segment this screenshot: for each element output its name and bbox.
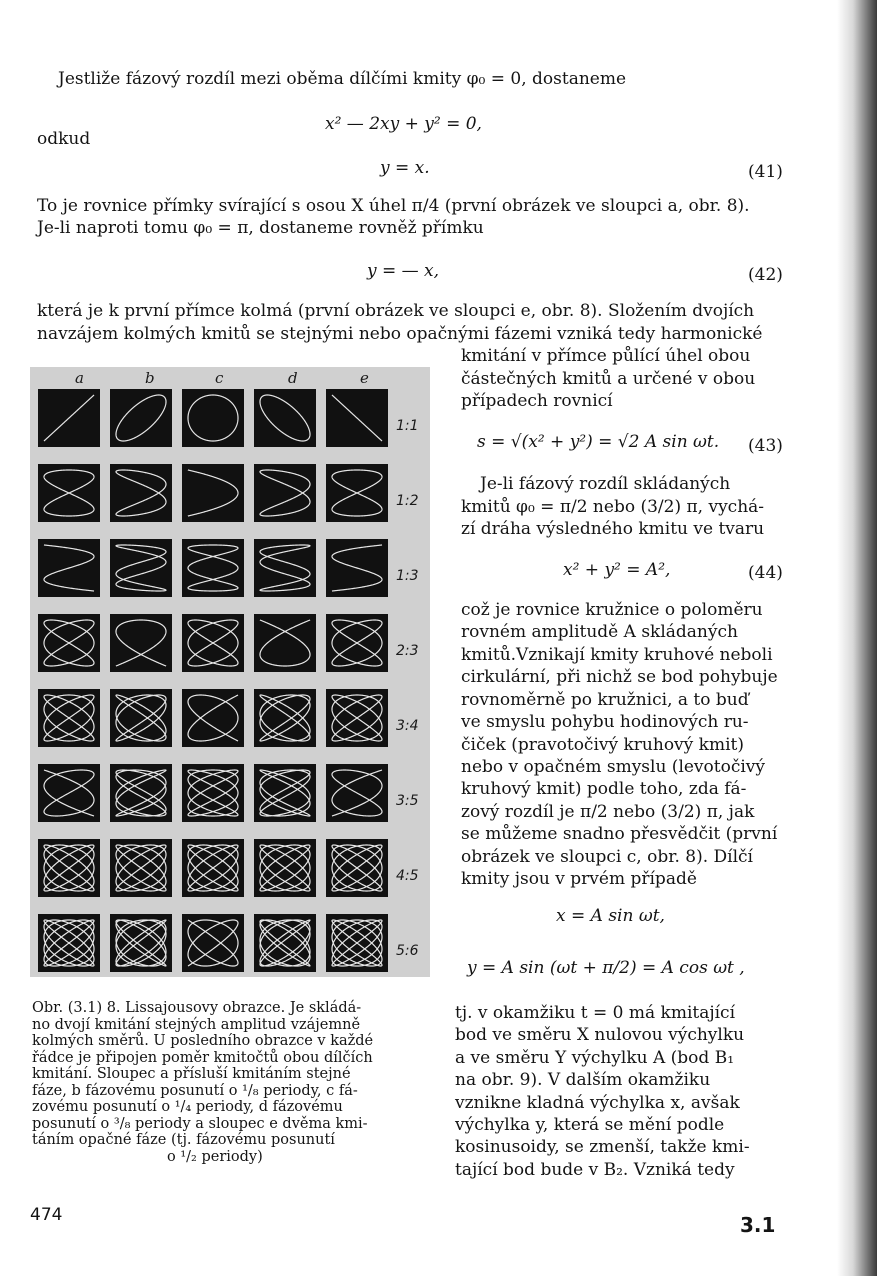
paragraph-2-line-1: která je k první přímce kolmá (první obrázek ve sloupci e, obr. 8). Složením dvojích [37,301,755,321]
right-text-line: zí dráha výsledného kmitu ve tvaru [461,519,765,539]
caption-line: fáze, b fázovému posunutí o ¹/₈ periody, c fá- [32,1082,358,1099]
ratio-label: 1:2 [396,493,419,509]
ratio-label: 1:3 [396,568,419,584]
right-text-line: ve smyslu pohybu hodinových ru- [461,712,749,732]
ratio-label: 1:1 [396,418,419,434]
lissajous-tile [182,689,244,747]
caption-line: kmitání. Sloupec a přísluší kmitáním stejné [32,1066,351,1082]
right-text-line: se můžeme snadno přesvědčit (první [461,824,778,844]
right-text-line: tj. v okamžiku t = 0 má kmitající [455,1003,736,1023]
right-text-line: bod ve směru X nulovou výchylku [455,1025,745,1045]
right-text-line: cirkulární, při nichž se bod pohybuje [461,667,778,687]
ratio-label: 5:6 [396,943,419,959]
right-text-line: kmity jsou v prvém případě [461,869,697,889]
lissajous-tile [254,464,316,522]
right-text-line: kruhový kmit) podle toho, zda fá- [461,779,747,799]
lissajous-tile [182,389,244,447]
right-text-line: případech rovnicí [461,391,613,411]
equation-43-number: (43) [748,436,783,456]
right-text-line: kmitání v přímce půlící úhel obou [461,346,751,366]
caption-line: kolmých směrů. U posledního obrazce v každé [32,1033,374,1049]
ratio-label: 4:5 [396,868,419,884]
right-text-line: zový rozdíl je π/2 nebo (3/2) π, jak [461,802,755,822]
lissajous-tile [254,689,316,747]
lissajous-tile [110,614,172,672]
paragraph-2-line-2: navzájem kolmých kmitů se stejnými nebo opačnými fázemi vzniká tedy harmonické [37,324,763,344]
page-number: 474 [30,1205,63,1225]
right-text-line: obrázek ve sloupci c, obr. 8). Dílčí [461,847,753,867]
caption-line: no dvojí kmitání stejných amplitud vzájemně [32,1016,361,1033]
caption-line: Obr. (3.1) 8. Lissajousovy obrazce. Je skládá- [32,1000,362,1016]
section-number: 3.1 [740,1213,776,1237]
right-text-line: rovnoměrně po kružnici, a to buď [461,690,749,710]
ratio-label: 3:5 [396,793,419,809]
scan-edge-shadow [837,0,877,1276]
equation-44-number: (44) [748,563,783,583]
right-text-line: vznikne kladná výchylka x, avšak [455,1093,740,1113]
equation-42-number: (42) [748,265,783,285]
right-text-line: výchylka y, která se mění podle [455,1115,725,1135]
figure-caption [32,1000,432,1165]
equation-41-number: (41) [748,162,783,182]
right-text-line: Je-li fázový rozdíl skládaných [480,474,731,494]
right-text-line: rovném amplitudě A skládaných [461,622,738,642]
paragraph-1-line-1: To je rovnice přímky svírající s osou X úhel π/4 (první obrázek ve sloupci a, obr. 8). [37,196,750,216]
ratio-label: 3:4 [396,718,419,734]
lissajous-tile [182,464,244,522]
equation-46: y = A sin (ωt + π/2) = A cos ωt , [467,958,745,978]
right-text-line: kmitů.Vznikají kmity kruhové neboli [461,645,773,665]
equation-a: x² — 2xy + y² = 0, [325,114,482,134]
caption-line: zovému posunutí o ¹/₄ periody, d fázovému [32,1099,343,1115]
column-label: b [145,369,155,387]
equation-44: x² + y² = A², [563,560,671,580]
lissajous-tile [110,464,172,522]
column-label: c [215,369,224,387]
odkud-word: odkud [37,129,91,149]
right-text-line: kosinusoidy, se zmenší, takže kmi- [455,1137,750,1157]
lissajous-tile [182,764,244,822]
right-text-line: tající bod bude v B₂. Vzniká tedy [455,1160,735,1180]
caption-line: o ¹/₂ periody) [167,1148,263,1165]
equation-41: y = x. [380,158,430,178]
right-text-line: čiček (pravotočivý kruhový kmit) [461,735,744,755]
right-text-line: a ve směru Y výchylku A (bod B₁ [455,1048,735,1068]
caption-line: táním opačné fáze (tj. fázovému posunutí [32,1132,335,1148]
column-label: d [288,369,298,387]
lissajous-tile [110,389,172,447]
intro-line: Jestliže fázový rozdíl mezi oběma dílčími kmity φ₀ = 0, dostaneme [58,69,627,89]
right-text-line: nebo v opačném smyslu (levotočivý [461,757,766,777]
equation-45: x = A sin ωt, [556,906,665,926]
right-text-line: částečných kmitů a určené v obou [461,369,756,389]
paragraph-1-line-2: Je-li naproti tomu φ₀ = π, dostaneme rovněž přímku [37,218,484,238]
right-text-line: což je rovnice kružnice o poloměru [461,600,763,620]
lissajous-tile [110,689,172,747]
caption-line: posunutí o ³/₈ periody a sloupec e dvěma kmi- [32,1115,368,1132]
right-text-line: kmitů φ₀ = π/2 nebo (3/2) π, vychá- [461,497,765,517]
right-text-line: na obr. 9). V dalším okamžiku [455,1070,711,1090]
column-label: e [360,369,369,387]
ratio-label: 2:3 [396,643,419,659]
lissajous-tile [254,614,316,672]
lissajous-grid [30,367,430,977]
lissajous-figure [30,367,430,977]
equation-43: s = √(x² + y²) = √2 A sin ωt. [477,432,720,452]
equation-42: y = — x, [367,261,440,281]
lissajous-tile [254,389,316,447]
lissajous-tile [182,539,244,597]
caption-line: řádce je připojen poměr kmitočtů obou dílčích [32,1049,373,1066]
column-label: a [75,369,84,387]
